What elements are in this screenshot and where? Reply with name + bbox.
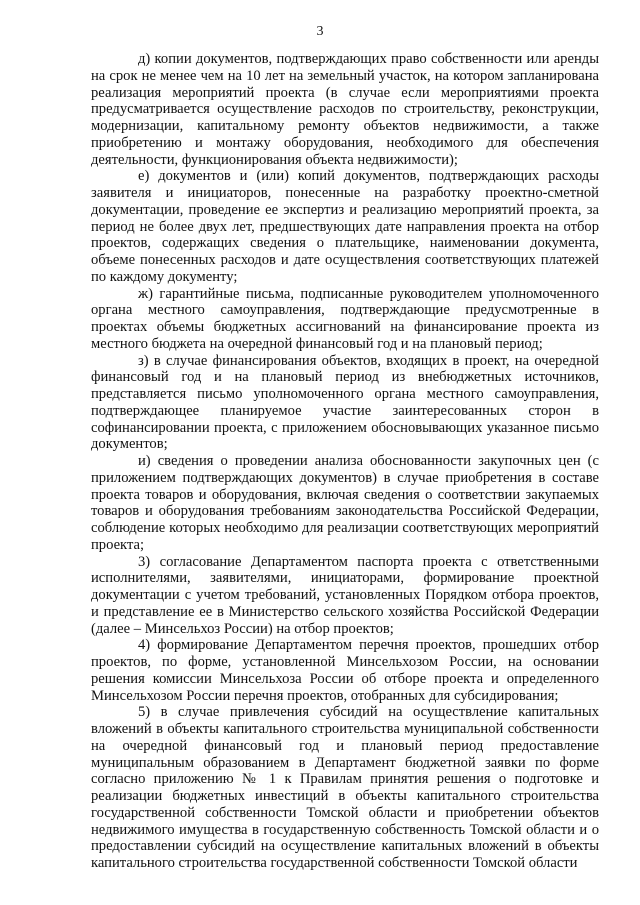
paragraph-zh: ж) гарантийные письма, подписанные руководителем уполномоченного органа местного самоуправления, подтверждающие предусмотренные в проектах объемы бюджетных ассигнований на финансирование проекта из местного бюджета на очередной финансовый год и на плановый период; <box>91 285 599 352</box>
document-body <box>91 51 599 872</box>
paragraph-item-3: 3) согласование Департаментом паспорта проекта с ответственными исполнителями, заявителями, инициаторами, формирование проектной документации с учетом требований, установленных Порядком отбора проектов, и представление ее в Министерство сельского хозяйства Российской Федерации (далее – Минсельхоз России) на отбор проектов; <box>91 553 599 637</box>
paragraph-z: з) в случае финансирования объектов, входящих в проект, на очередной финансовый год и на плановый период из внебюджетных источников, представляется письмо уполномоченного органа местного самоуправления, подтверждающее планируемое участие заинтересованных сторон в софинансировании проекта, с приложением обосновывающих указанное письмо документов; <box>91 352 599 453</box>
paragraph-i: и) сведения о проведении анализа обоснованности закупочных цен (с приложением подтверждающих документов) в случае приобретения в составе проекта товаров и оборудования, включая сведения о соответствии закупаемых товаров и оборудования требованиям законодательства Российской Федерации, соблюдение которых необходимо для реализации соответствующих мероприятий проекта; <box>91 453 599 553</box>
paragraph-e: е) документов и (или) копий документов, подтверждающих расходы заявителя и инициаторов, понесенные на разработку проектно-сметной документации, проведение ее экспертиз и реализацию мероприятий проекта, за период не более двух лет, предшествующих дате направления проекта на отбор проектов, содержащих сведения о плательщике, наименовании документа, объеме понесенных расходов и дате осуществления соответствующих платежей по каждому документу; <box>91 168 599 285</box>
paragraph-item-4: 4) формирование Департаментом перечня проектов, прошедших отбор проектов, по форме, установленной Минсельхозом России, на основании решения комиссии Минсельхоза России об отборе проекта и определенного Минсельхозом России перечня проектов, отобранных для субсидирования; <box>91 637 599 704</box>
paragraph-item-5: 5) в случае привлечения субсидий на осуществление капитальных вложений в объекты капитального строительства муниципальной собственности на очередной финансовый год и плановый период предоставление муниципальным образованием в Департамент бюджетной заявки по форме согласно приложению № 1 к Правилам принятия решения о подготовке и реализации бюджетных инвестиций в объекты капитального строительства государственной собственности Томской области и приобретении объектов недвижимого имущества в государственную собственность Томской области и о предоставлении субсидий на осуществление капитальных вложений в объекты капитального строительства государственной собственности Томской области <box>91 704 599 871</box>
paragraph-d: д) копии документов, подтверждающих право собственности или аренды на срок не менее чем на 10 лет на земельный участок, на котором запланирована реализация мероприятий проекта (в случае если мероприятиями проекта предусматривается осуществление расходов по строительству, реконструкции, модернизации, капитальному ремонту объектов недвижимости, а также приобретению и монтажу оборудования, необходимого для обеспечения деятельности, функционирования объекта недвижимости); <box>91 51 599 168</box>
page-number: 3 <box>316 24 324 39</box>
